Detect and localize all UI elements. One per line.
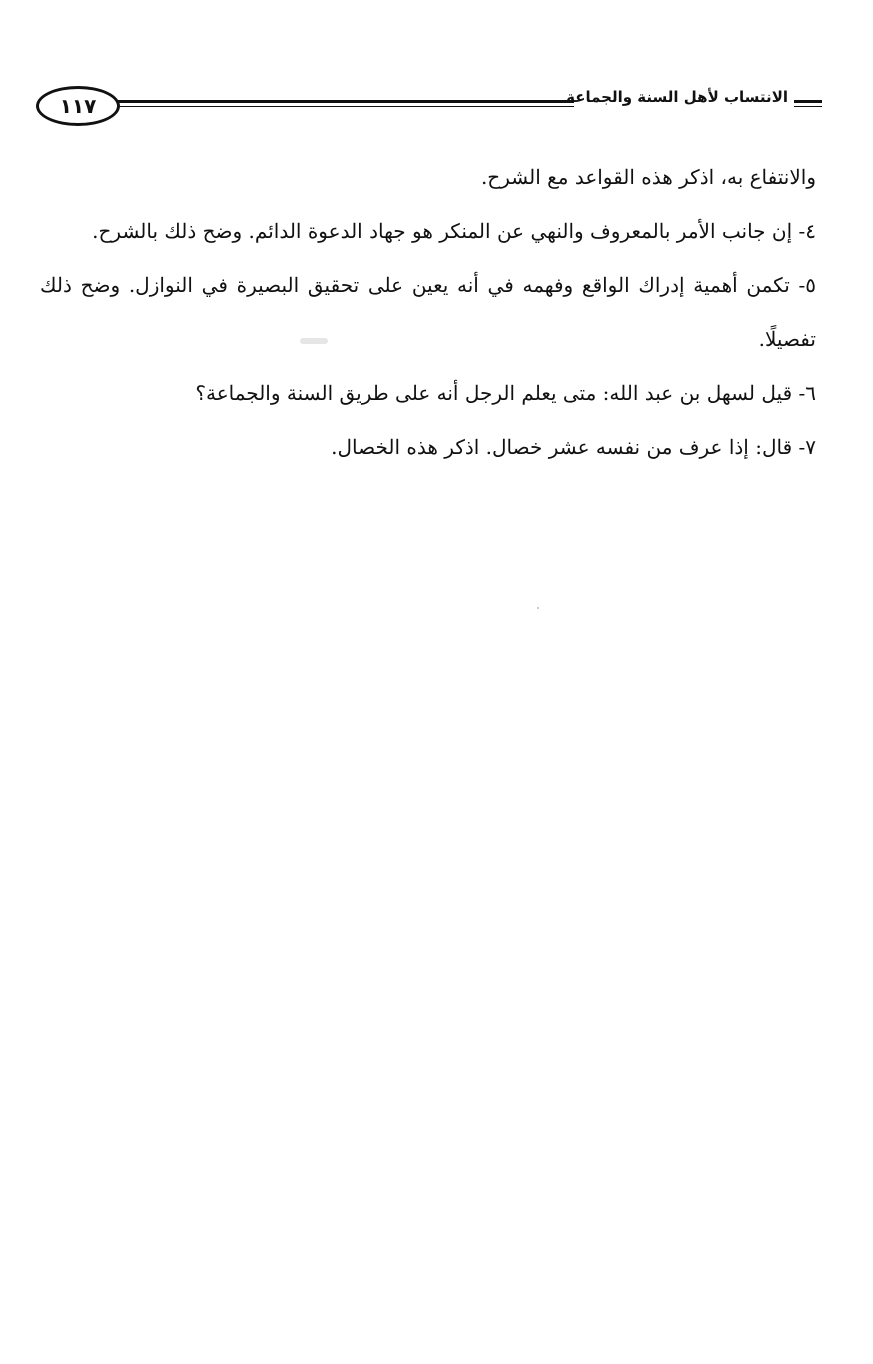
- paragraph-continuation: والانتفاع به، اذكر هذه القواعد مع الشرح.: [480, 165, 816, 189]
- page-number: ١١٧: [36, 86, 120, 126]
- page-header: [36, 84, 822, 134]
- question-5: ٥- تكمن أهمية إدراك الواقع وفهمه في أنه يعين على تحقيق البصيرة في النوازل. وضح ذلك تفصيلًا.: [40, 273, 816, 351]
- page-body: [40, 150, 816, 474]
- scan-speck: [537, 607, 539, 609]
- header-rule-right: [794, 100, 822, 107]
- question-7: ٧- قال: إذا عرف من نفسه عشر خصال. اذكر هذه الخصال.: [331, 435, 816, 459]
- running-title: الانتساب لأهل السنة والجماعة: [566, 88, 788, 106]
- question-4: ٤- إن جانب الأمر بالمعروف والنهي عن المنكر هو جهاد الدعوة الدائم. وضح ذلك بالشرح.: [92, 219, 816, 243]
- scan-smudge: [300, 338, 328, 344]
- question-6: ٦- قيل لسهل بن عبد الله: متى يعلم الرجل أنه على طريق السنة والجماعة؟: [195, 381, 816, 405]
- header-rule-left: [118, 100, 574, 107]
